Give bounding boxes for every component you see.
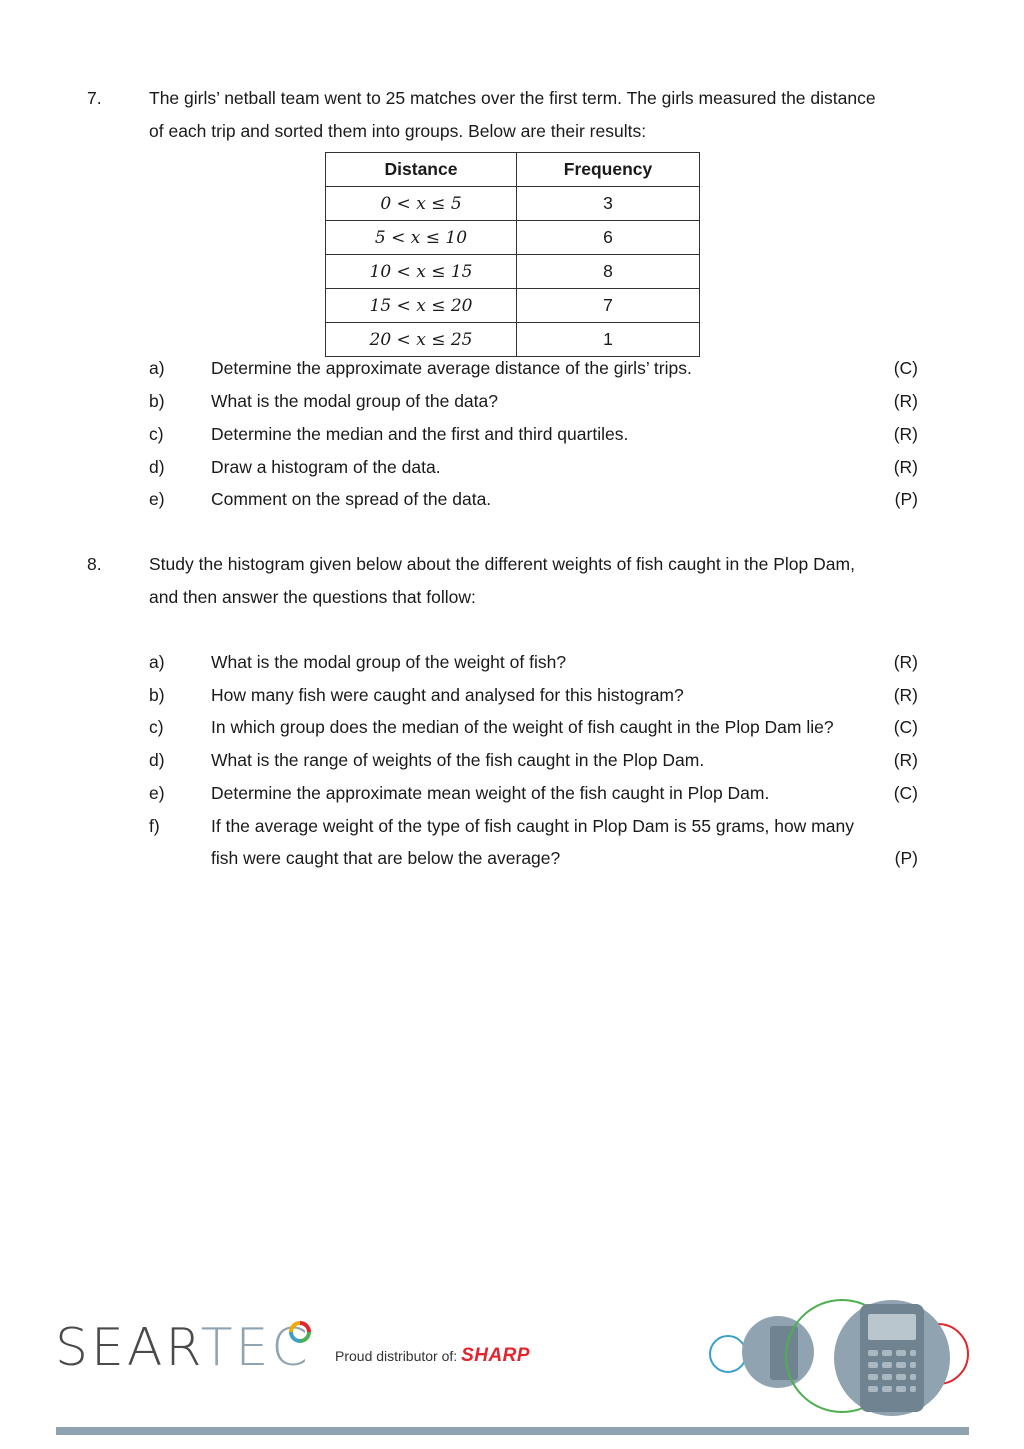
header-frequency: Frequency <box>517 153 700 187</box>
q7-part-mark: (R) <box>893 391 918 411</box>
question-7-number: 7. <box>87 88 102 108</box>
q8-part-label: d) <box>149 750 165 770</box>
table-cell-range: 5 < x ≤ 10 <box>326 221 517 255</box>
q7-part-text: Comment on the spread of the data. <box>211 489 492 509</box>
q7-part-text: Determine the approximate average distance of the girls’ trips. <box>211 358 692 378</box>
q7-part-mark: (C) <box>893 358 918 378</box>
q7-part-text: Determine the median and the first and third quartiles. <box>211 424 629 444</box>
q7-part-label: d) <box>149 457 165 477</box>
q8-part-text: What is the modal group of the weight of fish? <box>211 652 567 672</box>
q7-part-label: a) <box>149 358 165 378</box>
logo-sear: SEAR <box>55 1318 201 1378</box>
q8-part-f-mark: (P) <box>894 848 918 868</box>
q7-part-mark: (P) <box>894 489 918 509</box>
table-row <box>326 221 700 255</box>
q8-part-mark: (C) <box>893 783 918 803</box>
q8-part-mark: (R) <box>893 685 918 705</box>
logo-tec: TEC <box>200 1318 311 1378</box>
q8-part-label: c) <box>149 717 164 737</box>
q8-part-text: How many fish were caught and analysed for this histogram? <box>211 685 684 705</box>
question-8-text <box>149 548 949 614</box>
footer-bar <box>56 1427 969 1435</box>
q7-part-label: e) <box>149 489 165 509</box>
q7-part-text: What is the modal group of the data? <box>211 391 498 411</box>
distributor-note <box>335 1345 530 1367</box>
q8-part-text: If the average weight of the type of fish caught in Plop Dam is 55 grams, how many <box>211 816 854 836</box>
q8-part-mark: (R) <box>893 750 918 770</box>
table-cell-range: 0 < x ≤ 5 <box>326 187 517 221</box>
q8-part-mark: (C) <box>893 717 918 737</box>
q8-part-label: b) <box>149 685 165 705</box>
table-cell-frequency: 1 <box>517 323 700 357</box>
table-cell-frequency: 8 <box>517 255 700 289</box>
q8-part-label: e) <box>149 783 165 803</box>
q8-part-text: Determine the approximate mean weight of the fish caught in Plop Dam. <box>211 783 770 803</box>
q8-part-label: f) <box>149 816 160 836</box>
q8-part-mark: (R) <box>893 652 918 672</box>
table-row <box>326 289 700 323</box>
calculator-circles-graphic <box>700 1296 975 1421</box>
q8-part-f-line-2: fish were caught that are below the average? <box>211 848 561 868</box>
table-cell-frequency: 6 <box>517 221 700 255</box>
table-row <box>326 255 700 289</box>
q8-part-text: What is the range of weights of the fish caught in the Plop Dam. <box>211 750 705 770</box>
question-8-number: 8. <box>87 554 102 574</box>
distributor-text: Proud distributor of: <box>335 1348 458 1364</box>
question-7-line-2: of each trip and sorted them into groups. Below are their results: <box>149 121 647 141</box>
table-cell-range: 20 < x ≤ 25 <box>326 323 517 357</box>
header-distance: Distance <box>326 153 517 187</box>
q7-part-text: Draw a histogram of the data. <box>211 457 441 477</box>
logo-ring-icon <box>288 1320 312 1344</box>
q7-part-mark: (R) <box>893 424 918 444</box>
table-cell-range: 15 < x ≤ 20 <box>326 289 517 323</box>
table-row <box>326 187 700 221</box>
question-7-text <box>149 82 949 148</box>
seartec-logo <box>55 1318 311 1378</box>
table-cell-frequency: 7 <box>517 289 700 323</box>
q8-part-label: a) <box>149 652 165 672</box>
q7-part-label: c) <box>149 424 164 444</box>
sharp-brand: SHARP <box>461 1345 531 1366</box>
q8-part-text: In which group does the median of the weight of fish caught in the Plop Dam lie? <box>211 717 834 737</box>
question-8-line-2: and then answer the questions that follow: <box>149 587 476 607</box>
question-8-line-1: Study the histogram given below about the different weights of fish caught in the Plop Dam, <box>149 554 855 574</box>
table-cell-frequency: 3 <box>517 187 700 221</box>
frequency-table <box>325 152 700 357</box>
q7-part-mark: (R) <box>893 457 918 477</box>
question-7-line-1: The girls’ netball team went to 25 matches over the first term. The girls measured the distance <box>149 88 876 108</box>
table-cell-range: 10 < x ≤ 15 <box>326 255 517 289</box>
q7-part-label: b) <box>149 391 165 411</box>
table-header-row <box>326 153 700 187</box>
blue-ring-icon <box>710 1336 746 1372</box>
